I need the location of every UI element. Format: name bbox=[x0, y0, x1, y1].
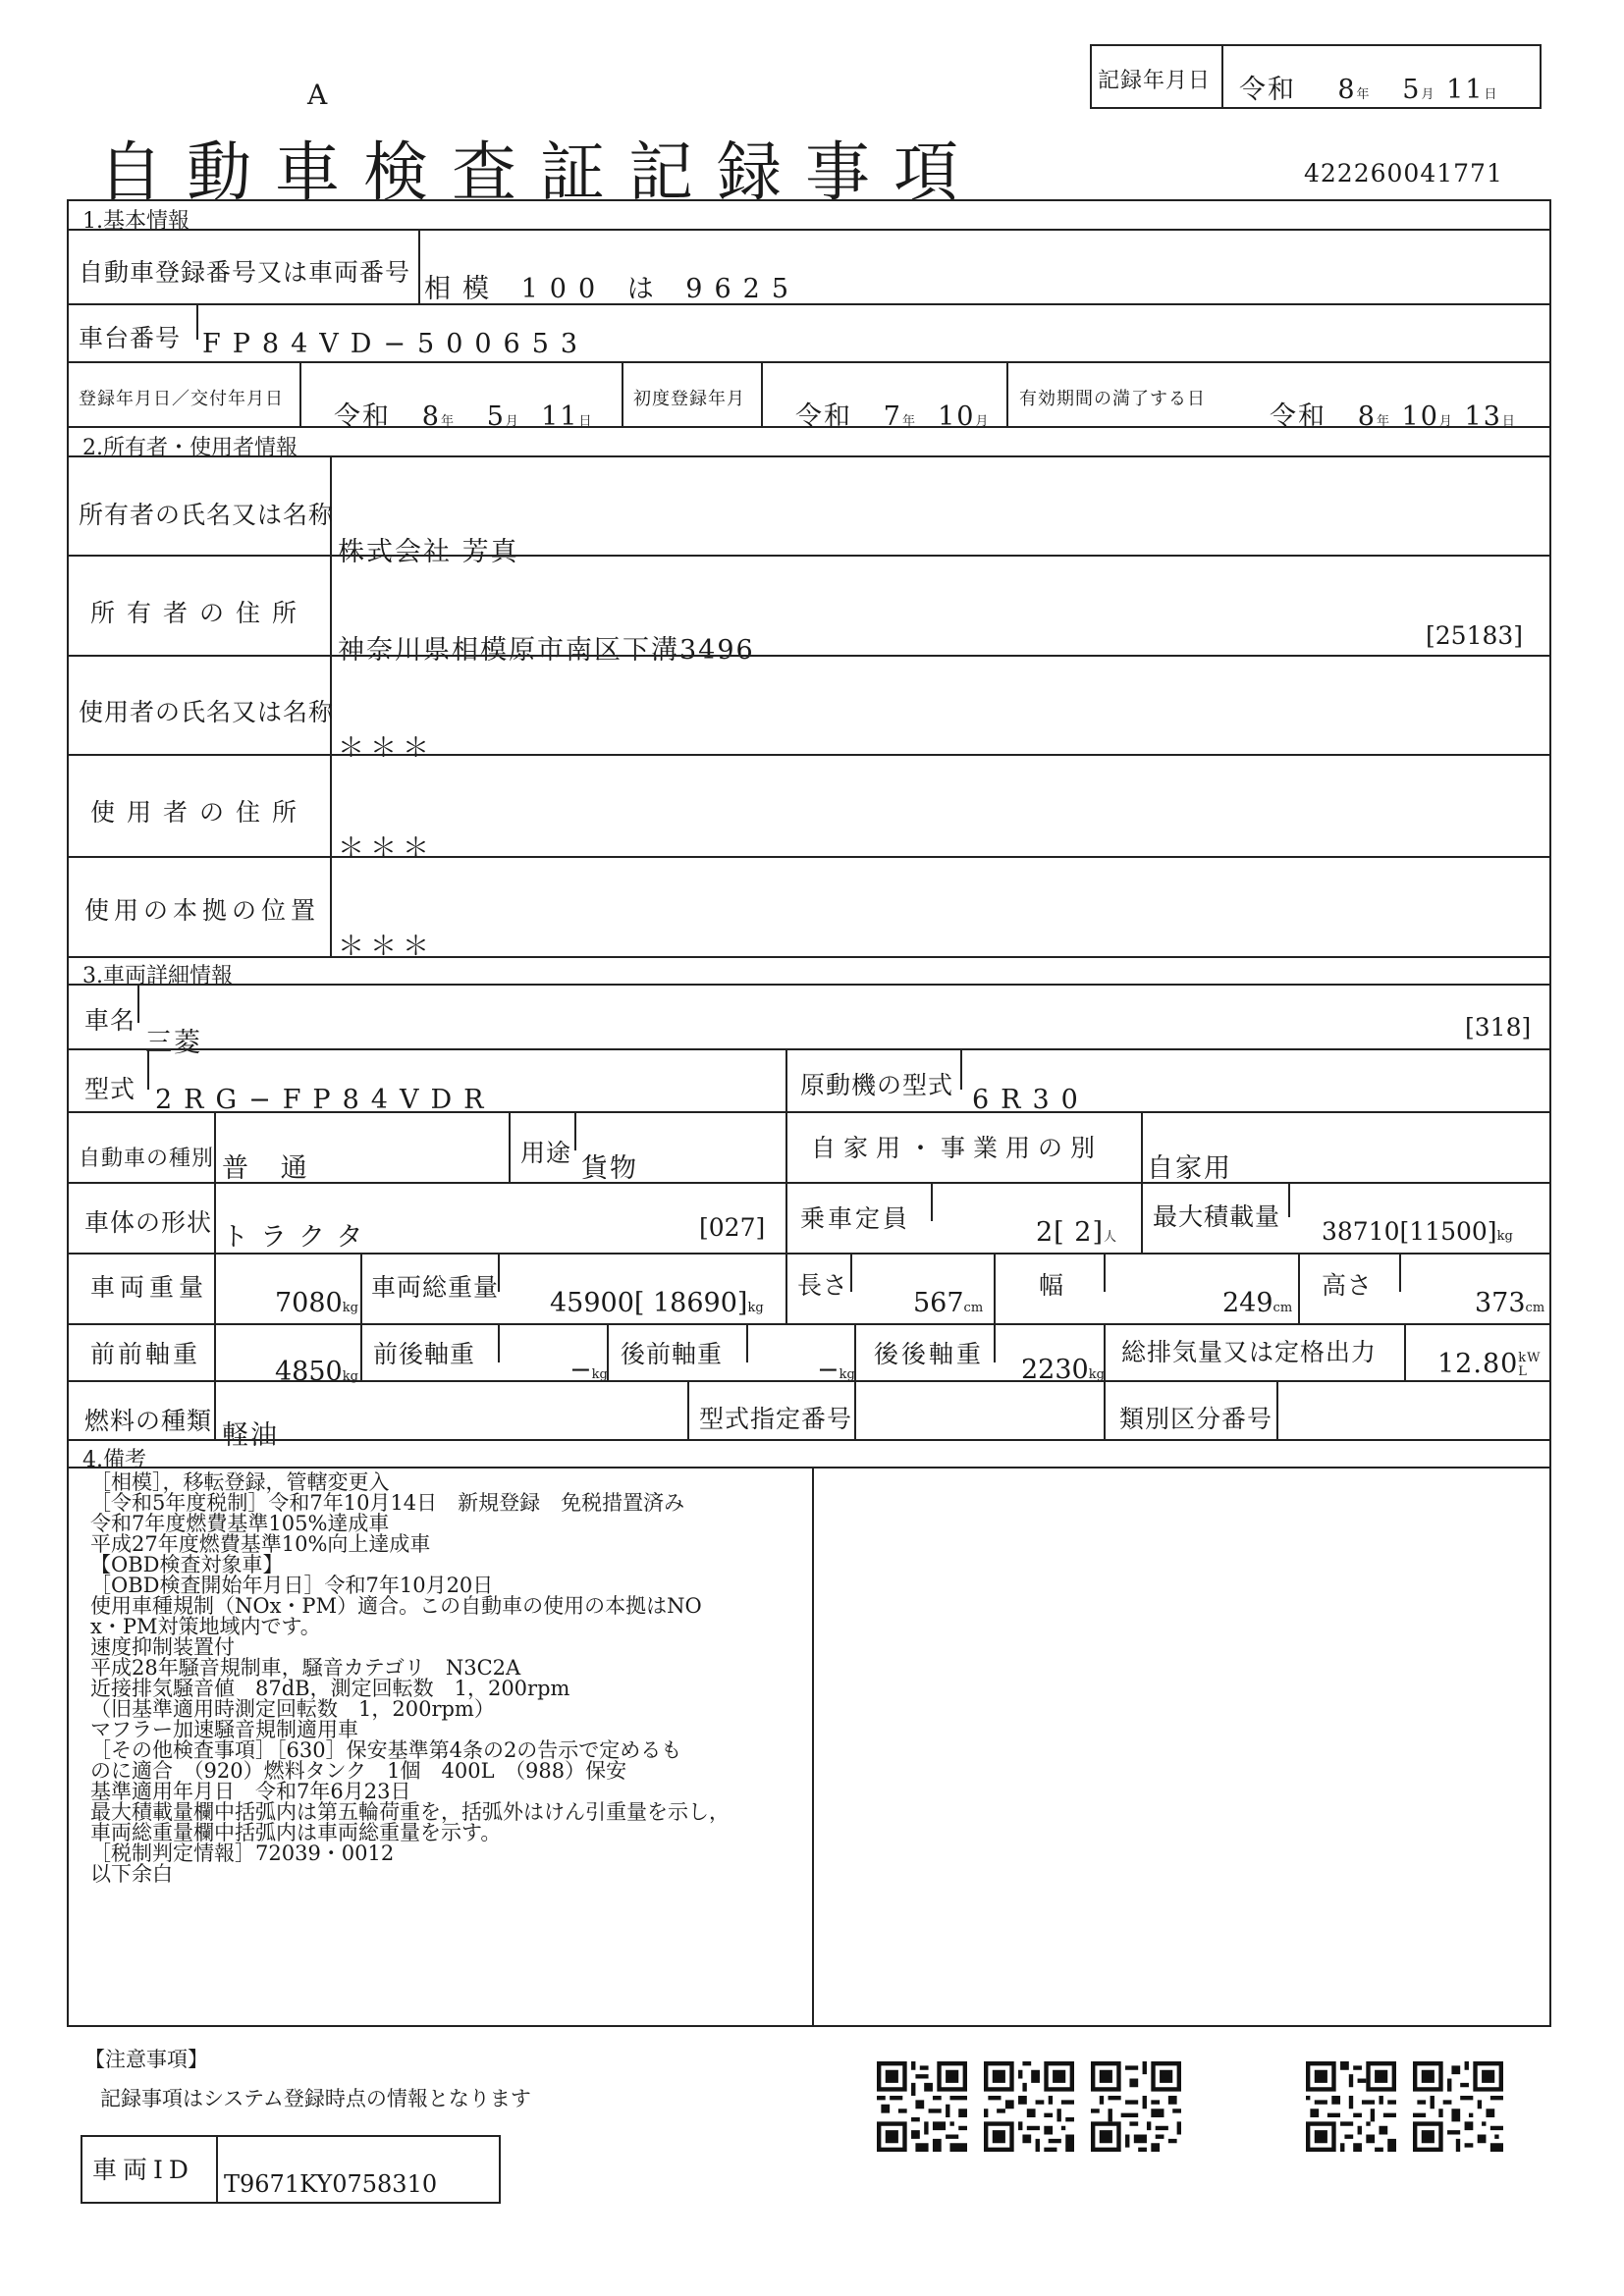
private-business-value: 自家用 bbox=[1147, 1153, 1232, 1184]
marker-letter: A bbox=[307, 79, 328, 111]
rear-rear-axle-label: 後後軸重 bbox=[874, 1340, 985, 1368]
vehicle-id-label: 車両ID bbox=[92, 2156, 194, 2184]
width-value: 249cm bbox=[1222, 1288, 1293, 1318]
body-shape-label: 車体の形状 bbox=[84, 1208, 213, 1237]
owner-name-value: 株式会社 芳真 bbox=[338, 537, 519, 567]
car-name-value: 三菱 bbox=[145, 1028, 202, 1058]
remarks-text: ［相模］，移転登録，管轄変更入 ［令和5年度税制］令和7年10月14日 新規登録 免税措置済み 令和7年度燃費基準105%達成車 平成27年度燃費基準10%向上達成車 【OBD検査対象車】 ［OBD検査開始年月日］令和7年10月20日 使用車種規制（NOx・PM）適合。この自動車の使用の本拠はNO x・PM対策地域内です。 速度抑制装置付 平成28年騒音規制車，騒音カテゴリ N3C2A 近接排気騒音値 87dB，測定回転数 1，200rpm （旧基準適用時測定回転数 1，200rpm） マフラー加速騒音規制適用車 ［その他検査事項］［630］保安基準第4条の2の告示で定めるも のに適合 （920）燃料タンク 1個 400L （988）保安 基準適用年月日 令和7年6月23日 最大積載量欄中括弧内は第五輪荷重を，括弧外はけん引重量を示し， 車両総重量欄中括弧内は車両総重量を示す。 ［税制判定情報］72039・0012 以下余白 bbox=[90, 1470, 730, 1886]
section4-header: 4.備考 bbox=[82, 1448, 146, 1472]
section1-header: 1.基本情報 bbox=[82, 209, 189, 234]
caution-title: 【注意事項】 bbox=[84, 2048, 208, 2071]
height-label: 高さ bbox=[1322, 1271, 1374, 1300]
max-load-label: 最大積載量 bbox=[1153, 1202, 1281, 1231]
front-rear-axle-value: −kg bbox=[569, 1355, 608, 1385]
owner-name-label: 所有者の氏名又は名称 bbox=[79, 501, 335, 529]
engine-value: 6R30 bbox=[972, 1085, 1090, 1115]
base-location-label: 使用の本拠の位置 bbox=[84, 896, 321, 925]
owner-addr-code: [25183] bbox=[1426, 621, 1524, 650]
use-value: 貨物 bbox=[581, 1153, 638, 1184]
user-addr-value: ＊＊＊ bbox=[338, 833, 435, 864]
designation-label: 型式指定番号 bbox=[699, 1405, 853, 1433]
model-value: 2RG−FP84VDR bbox=[155, 1085, 496, 1115]
section2-header: 2.所有者・使用者情報 bbox=[82, 436, 298, 460]
first-reg-label: 初度登録年月 bbox=[633, 389, 745, 409]
record-date-value: 令和 8年 5月 11日 bbox=[1239, 75, 1499, 105]
reg-number-label: 自動車登録番号又は車両番号 bbox=[79, 258, 411, 287]
page-title: 自動車検査証記録事項 bbox=[98, 134, 982, 210]
fuel-type-value: 軽油 bbox=[222, 1420, 279, 1451]
base-location-value: ＊＊＊ bbox=[338, 932, 435, 962]
use-label: 用途 bbox=[520, 1139, 572, 1167]
engine-label: 原動機の型式 bbox=[800, 1071, 954, 1099]
rear-front-axle-label: 後前軸重 bbox=[621, 1340, 724, 1368]
max-load-value: 38710[11500]kg bbox=[1322, 1217, 1513, 1246]
qr-code-2 bbox=[984, 2061, 1074, 2152]
car-name-code: [318] bbox=[1465, 1013, 1532, 1041]
chassis-value: FP84VD−500653 bbox=[202, 329, 590, 359]
expiry-label: 有効期間の満了する日 bbox=[1019, 389, 1206, 409]
owner-addr-label: 所有者の住所 bbox=[90, 599, 309, 627]
body-shape-code: [027] bbox=[699, 1213, 766, 1242]
vehicle-id-value: T9671KY0758310 bbox=[224, 2170, 438, 2198]
model-label: 型式 bbox=[84, 1075, 136, 1103]
class-number-label: 類別区分番号 bbox=[1119, 1405, 1273, 1433]
body-shape-value: トラクタ bbox=[222, 1222, 375, 1253]
qr-code-3 bbox=[1091, 2061, 1181, 2152]
capacity-label: 乗車定員 bbox=[800, 1204, 911, 1233]
displacement-label: 総排気量又は定格出力 bbox=[1121, 1338, 1378, 1366]
record-date-label: 記録年月日 bbox=[1098, 69, 1212, 93]
caution-text: 記録事項はシステム登録時点の情報となります bbox=[100, 2087, 531, 2110]
first-reg-value: 令和 7年 10月 bbox=[795, 401, 991, 432]
height-value: 373cm bbox=[1475, 1288, 1545, 1318]
kind-label: 自動車の種別 bbox=[79, 1147, 215, 1171]
gross-weight-label: 車両総重量 bbox=[371, 1273, 500, 1302]
document-number: 422260041771 bbox=[1304, 159, 1503, 187]
rear-rear-axle-value: 2230kg bbox=[1021, 1355, 1105, 1385]
user-addr-label: 使用者の住所 bbox=[90, 798, 309, 827]
chassis-label: 車台番号 bbox=[79, 324, 182, 352]
owner-addr-value: 神奈川県相模原市南区下溝3496 bbox=[338, 635, 755, 666]
front-front-axle-value: 4850kg bbox=[275, 1357, 358, 1387]
qr-code-4 bbox=[1306, 2061, 1396, 2152]
reg-number-value: 相模 100 は 9625 bbox=[424, 274, 800, 304]
user-name-label: 使用者の氏名又は名称 bbox=[79, 698, 335, 726]
weight-value: 7080kg bbox=[275, 1288, 358, 1318]
gross-weight-value: 45900[ 18690]kg bbox=[550, 1288, 764, 1318]
regdate-label: 登録年月日／交付年月日 bbox=[79, 389, 284, 409]
qr-code-5 bbox=[1413, 2061, 1503, 2152]
expiry-value: 令和 8年 10月 13日 bbox=[1270, 401, 1517, 432]
regdate-value: 令和 8年 5月 11日 bbox=[334, 401, 594, 432]
car-name-label: 車名 bbox=[84, 1006, 136, 1035]
fuel-type-label: 燃料の種類 bbox=[84, 1407, 213, 1435]
kind-value: 普 通 bbox=[222, 1153, 319, 1184]
weight-label: 車両重量 bbox=[90, 1273, 209, 1302]
length-value: 567cm bbox=[913, 1288, 984, 1318]
width-label: 幅 bbox=[1039, 1271, 1065, 1300]
qr-code-1 bbox=[877, 2061, 967, 2152]
record-date-box bbox=[1090, 44, 1542, 109]
length-label: 長さ bbox=[797, 1271, 849, 1300]
vehicle-id-box bbox=[81, 2135, 501, 2204]
capacity-value: 2[ 2]人 bbox=[1036, 1217, 1118, 1248]
displacement-value: 12.80 kW L bbox=[1437, 1349, 1542, 1379]
user-name-value: ＊＊＊ bbox=[338, 733, 435, 764]
private-business-label: 自家用・事業用の別 bbox=[811, 1134, 1104, 1162]
front-rear-axle-label: 前後軸重 bbox=[373, 1340, 476, 1368]
rear-front-axle-value: −kg bbox=[817, 1355, 855, 1385]
front-front-axle-label: 前前軸重 bbox=[90, 1340, 201, 1368]
section3-header: 3.車両詳細情報 bbox=[82, 964, 233, 988]
